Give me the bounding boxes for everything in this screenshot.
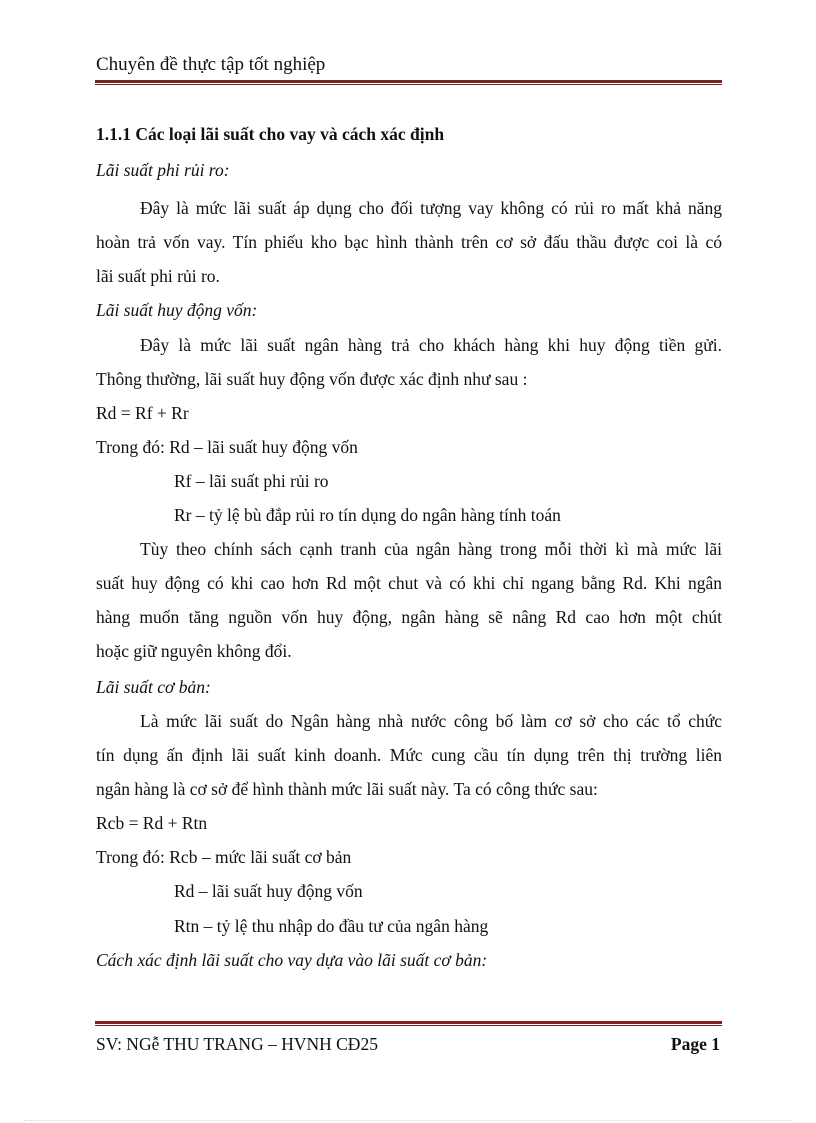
- paragraph-line: hoàn trả vốn vay. Tín phiếu kho bạc hình thành trên cơ sở đấu thầu được coi là có: [96, 232, 722, 252]
- page-edge-divider: [24, 1120, 792, 1121]
- definition-line: Trong đó: Rcb – mức lãi suất cơ bản: [96, 847, 352, 867]
- header-rule-thin: [95, 84, 722, 85]
- paragraph-line: hàng muốn tăng nguồn vốn huy động, ngân hàng sẽ nâng Rd cao hơn một chút: [96, 607, 722, 627]
- paragraph-line: Thông thường, lãi suất huy động vốn được xác định như sau :: [96, 369, 528, 389]
- definition-line: Rtn – tỷ lệ thu nhập do đầu tư của ngân hàng: [174, 916, 489, 936]
- header-rule-thick: [95, 80, 722, 83]
- formula-line: Rd = Rf + Rr: [96, 403, 189, 423]
- paragraph-line: Đây là mức lãi suất ngân hàng trả cho khách hàng khi huy động tiền gửi.: [140, 335, 722, 355]
- header-title: Chuyên đề thực tập tốt nghiệp: [96, 54, 326, 75]
- paragraph-line: tín dụng ấn định lãi suất kinh doanh. Mức cung cầu tín dụng trên thị trường liên: [96, 745, 722, 765]
- subsection-title-risk-free: Lãi suất phi rủi ro:: [96, 160, 230, 180]
- footer-rule-thin: [95, 1025, 722, 1026]
- paragraph-line: Tùy theo chính sách cạnh tranh của ngân hàng trong mỗi thời kì mà mức lãi: [140, 539, 722, 559]
- footer-rule-thick: [95, 1021, 722, 1024]
- definition-line: Rf – lãi suất phi rủi ro: [174, 471, 329, 491]
- paragraph-line: Là mức lãi suất do Ngân hàng nhà nước công bố làm cơ sở cho các tổ chức: [140, 711, 722, 731]
- definition-line: Rd – lãi suất huy động vốn: [174, 881, 363, 901]
- definition-line: Rr – tỷ lệ bù đắp rủi ro tín dụng do ngân hàng tính toán: [174, 505, 561, 525]
- formula-line: Rcb = Rd + Rtn: [96, 813, 208, 833]
- subsection-title-base-rate: Lãi suất cơ bản:: [96, 677, 211, 697]
- subsection-title-deposit-rate: Lãi suất huy động vốn:: [96, 300, 258, 320]
- section-heading: 1.1.1 Các loại lãi suất cho vay và cách xác định: [96, 124, 445, 144]
- paragraph-line: ngân hàng là cơ sở để hình thành mức lãi suất này. Ta có công thức sau:: [96, 779, 598, 799]
- definition-line: Trong đó: Rd – lãi suất huy động vốn: [96, 437, 358, 457]
- footer-author: SV: NGễ THU TRANG – HVNH CĐ25: [96, 1034, 378, 1054]
- paragraph-line: suất huy động có khi cao hơn Rd một chut và có khi chỉ ngang bằng Rd. Khi ngân: [96, 573, 722, 593]
- paragraph-line: lãi suất phi rủi ro.: [96, 266, 220, 286]
- paragraph-line: hoặc giữ nguyên không đổi.: [96, 641, 292, 661]
- subsection-title-lending-rate: Cách xác định lãi suất cho vay dựa vào lãi suất cơ bản:: [96, 950, 488, 970]
- paragraph-line: Đây là mức lãi suất áp dụng cho đối tượng vay không có rủi ro mất khả năng: [140, 198, 722, 218]
- page-number: Page 1: [670, 1034, 720, 1054]
